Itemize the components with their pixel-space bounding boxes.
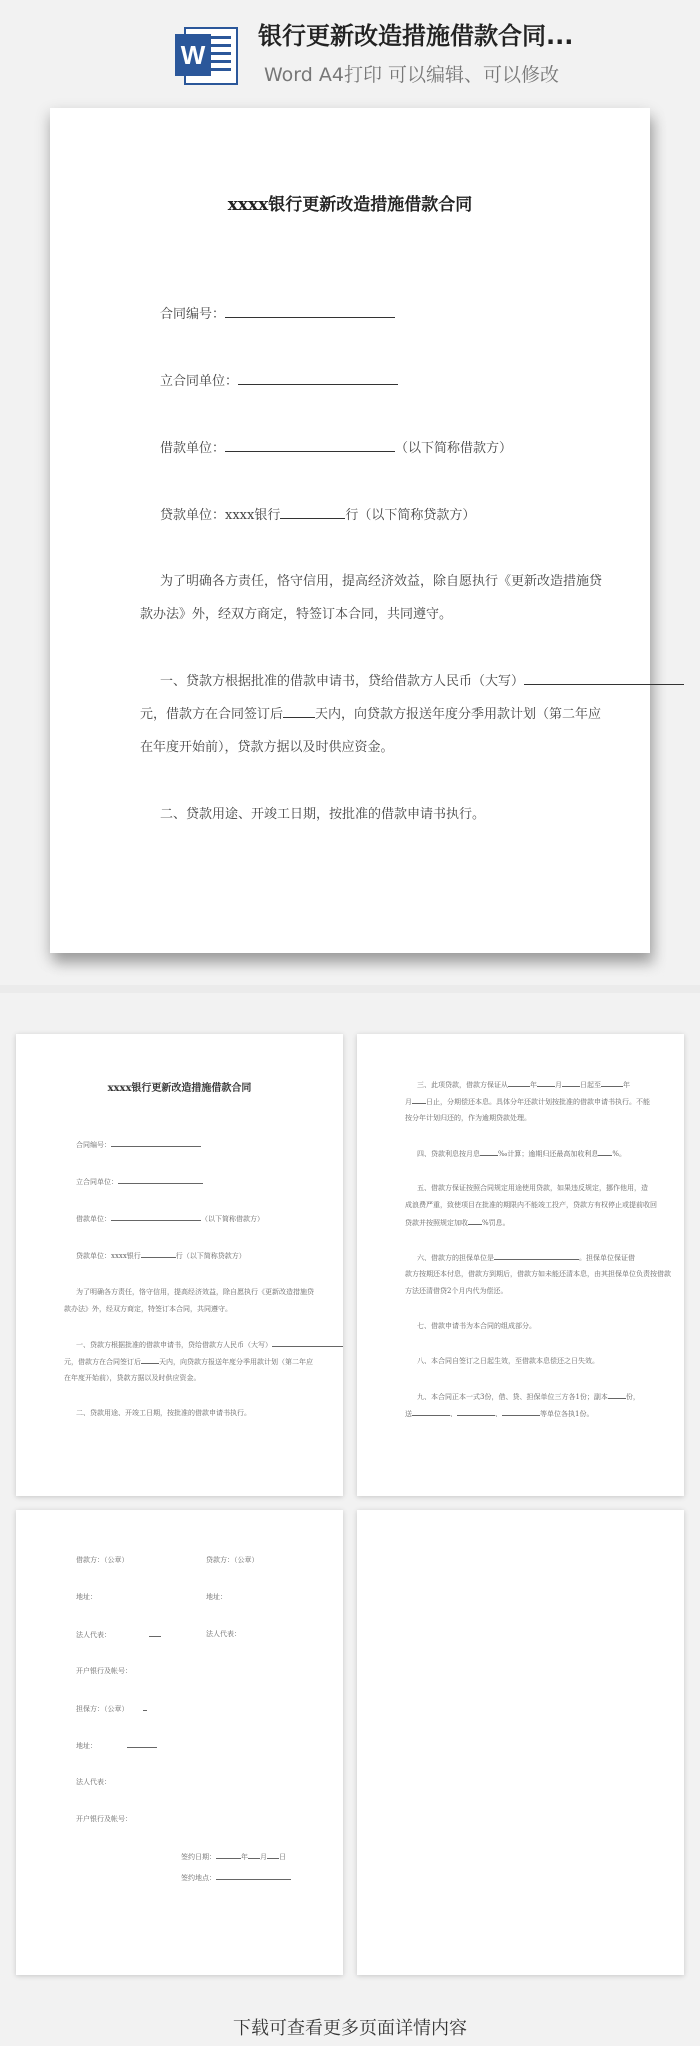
thumb3-guarantor: 担保方：（公章） (76, 1703, 147, 1714)
header (0, 0, 700, 100)
borrower-line: 借款单位： （以下简称借款方） (160, 437, 512, 456)
thumb1-para1a: 为了明确各方责任，恪守信用，提高经济效益，除自愿执行《更新改造措施贷 (76, 1288, 314, 1296)
para1-line2: 款办法》外，经双方商定，特签订本合同，共同遵守。 (140, 607, 453, 622)
article1-line3: 在年度开始前），贷款方据以及时供应资金。 (140, 740, 394, 755)
thumb3-addr2: 地址： (206, 1593, 227, 1601)
document-subtitle: Word A4打印 可以编辑、可以修改 (264, 64, 560, 86)
thumb2-s6-line3: 方法还清借贷2个月内代为偿还。 (405, 1287, 508, 1295)
thumb2-s5-line2: 成浪费严重，致使项目在批准的期限内不能竣工投产，贷款方有权停止或提前收回 (405, 1201, 657, 1209)
thumb2-s6-line1: 六、借款方的担保单位是 。担保单位保证借 (417, 1254, 635, 1262)
thumb1-lender: 贷款单位：xxxx银行 行（以下简称贷款方） (76, 1252, 246, 1260)
thumb3-legal1: 法人代表： (76, 1629, 161, 1640)
document-title: 银行更新改造措施借款合同... (258, 22, 574, 50)
thumb2-s3-line2: 月 日止，分期偿还本息。具体分年还款计划按批准的借款申请书执行。不能 (405, 1098, 650, 1106)
thumb3-place: 签约地点： (181, 1872, 291, 1883)
thumb3-legal3: 法人代表： (76, 1778, 111, 1786)
thumb2-s6-line2: 款方按期还本付息，借款方到期后，借款方如未能还清本息，由其担保单位负责按借款 (405, 1270, 671, 1278)
thumbnail-page-4 (357, 1510, 684, 1975)
lender-line: 贷款单位：xxxx银行 行（以下简称贷款方） (160, 504, 475, 523)
article2-line: 二、贷款用途、开竣工日期，按批准的借款申请书执行。 (160, 807, 486, 822)
thumb1-contract-no: 合同编号： (76, 1139, 201, 1150)
thumb2-s3-line3: 按分年计划归还的，作为逾期贷款处理。 (405, 1114, 531, 1122)
thumbnail-page-2 (357, 1034, 684, 1496)
thumb1-title: xxxx银行更新改造措施借款合同 (107, 1083, 252, 1094)
section-divider (0, 985, 700, 993)
party-blank (238, 370, 398, 385)
borrower-blank (225, 437, 395, 452)
thumb3-bank1: 开户银行及帐号： (76, 1667, 132, 1675)
thumb2-s4: 四、贷款利息按月息 ‰计算；逾期归还最高加收利息 %。 (417, 1150, 627, 1158)
amount-blank (524, 670, 684, 685)
thumb3-bank3: 开户银行及帐号： (76, 1815, 132, 1823)
main-page-preview (50, 108, 650, 953)
thumb1-para1b: 款办法》外，经双方商定，特签订本合同，共同遵守。 (64, 1305, 232, 1313)
thumb2-s7: 七、借款申请书为本合同的组成部分。 (417, 1322, 536, 1330)
thumbnail-page-1 (16, 1034, 343, 1496)
thumb3-legal2: 法人代表： (206, 1630, 241, 1638)
party-line: 立合同单位： (160, 370, 398, 389)
thumb3-addr1: 地址： (76, 1593, 97, 1601)
article1-line2: 元，借款方在合同签订后 天内，向贷款方报送年度分季用款计划（第二年应 (140, 703, 601, 722)
days-blank (283, 703, 315, 718)
word-icon (175, 22, 239, 88)
thumb3-borrower: 借款方：（公章） (76, 1556, 129, 1564)
thumb1-party: 立合同单位： (76, 1176, 203, 1187)
thumb2-s9-line2: 送 、 、 等单位各执1份。 (405, 1410, 594, 1418)
thumb2-s5-line1: 五、借款方保证按照合同规定用途使用贷款，如果违反规定，挪作他用，造 (417, 1184, 648, 1192)
thumb2-s3-line1: 三、此项贷款，借款方保证从 年 月 日起至 年 (417, 1081, 630, 1089)
thumb1-art1a: 一、贷款方根据批准的借款申请书，贷给借款方人民币（大写） (76, 1339, 343, 1350)
thumb3-addr3: 地址： (76, 1740, 157, 1751)
para1-line1: 为了明确各方责任，恪守信用，提高经济效益，除自愿执行《更新改造措施贷 (160, 574, 603, 589)
more-pages-hint[interactable]: 下载可查看更多页面详情内容 (233, 2018, 467, 2039)
contract-title: xxxx银行更新改造措施借款合同 (227, 195, 473, 215)
thumbnail-page-3 (16, 1510, 343, 1975)
lender-blank (280, 504, 345, 519)
thumb3-date: 签约日期： 年 月 日 (181, 1853, 286, 1861)
thumb1-art1d: 在年度开始前），贷款方据以及时供应资金。 (64, 1374, 201, 1382)
thumb1-art2: 二、贷款用途、开竣工日期，按批准的借款申请书执行。 (76, 1409, 251, 1417)
thumb3-lender: 贷款方：（公章） (206, 1556, 259, 1564)
thumb2-s9-line1: 九、本合同正本一式3份，借、贷、担保单位三方各1份；副本 份， (417, 1393, 640, 1401)
contract-no-blank (225, 303, 395, 318)
svg-text:W: W (180, 40, 206, 70)
thumb1-borrower: 借款单位： （以下简称借款方） (76, 1215, 264, 1223)
article1-line1: 一、贷款方根据批准的借款申请书，贷给借款方人民币（大写） (160, 670, 684, 689)
thumb2-s5-line3: 贷款并按照规定加收 %罚息。 (405, 1219, 510, 1227)
thumb1-art1b: 元，借款方在合同签订后 天内，向贷款方报送年度分季用款计划（第二年应 (64, 1358, 313, 1366)
contract-no-line: 合同编号： (160, 303, 395, 322)
thumb2-s8: 八、本合同自签订之日起生效，至借款本息偿还之日失效。 (417, 1357, 599, 1365)
